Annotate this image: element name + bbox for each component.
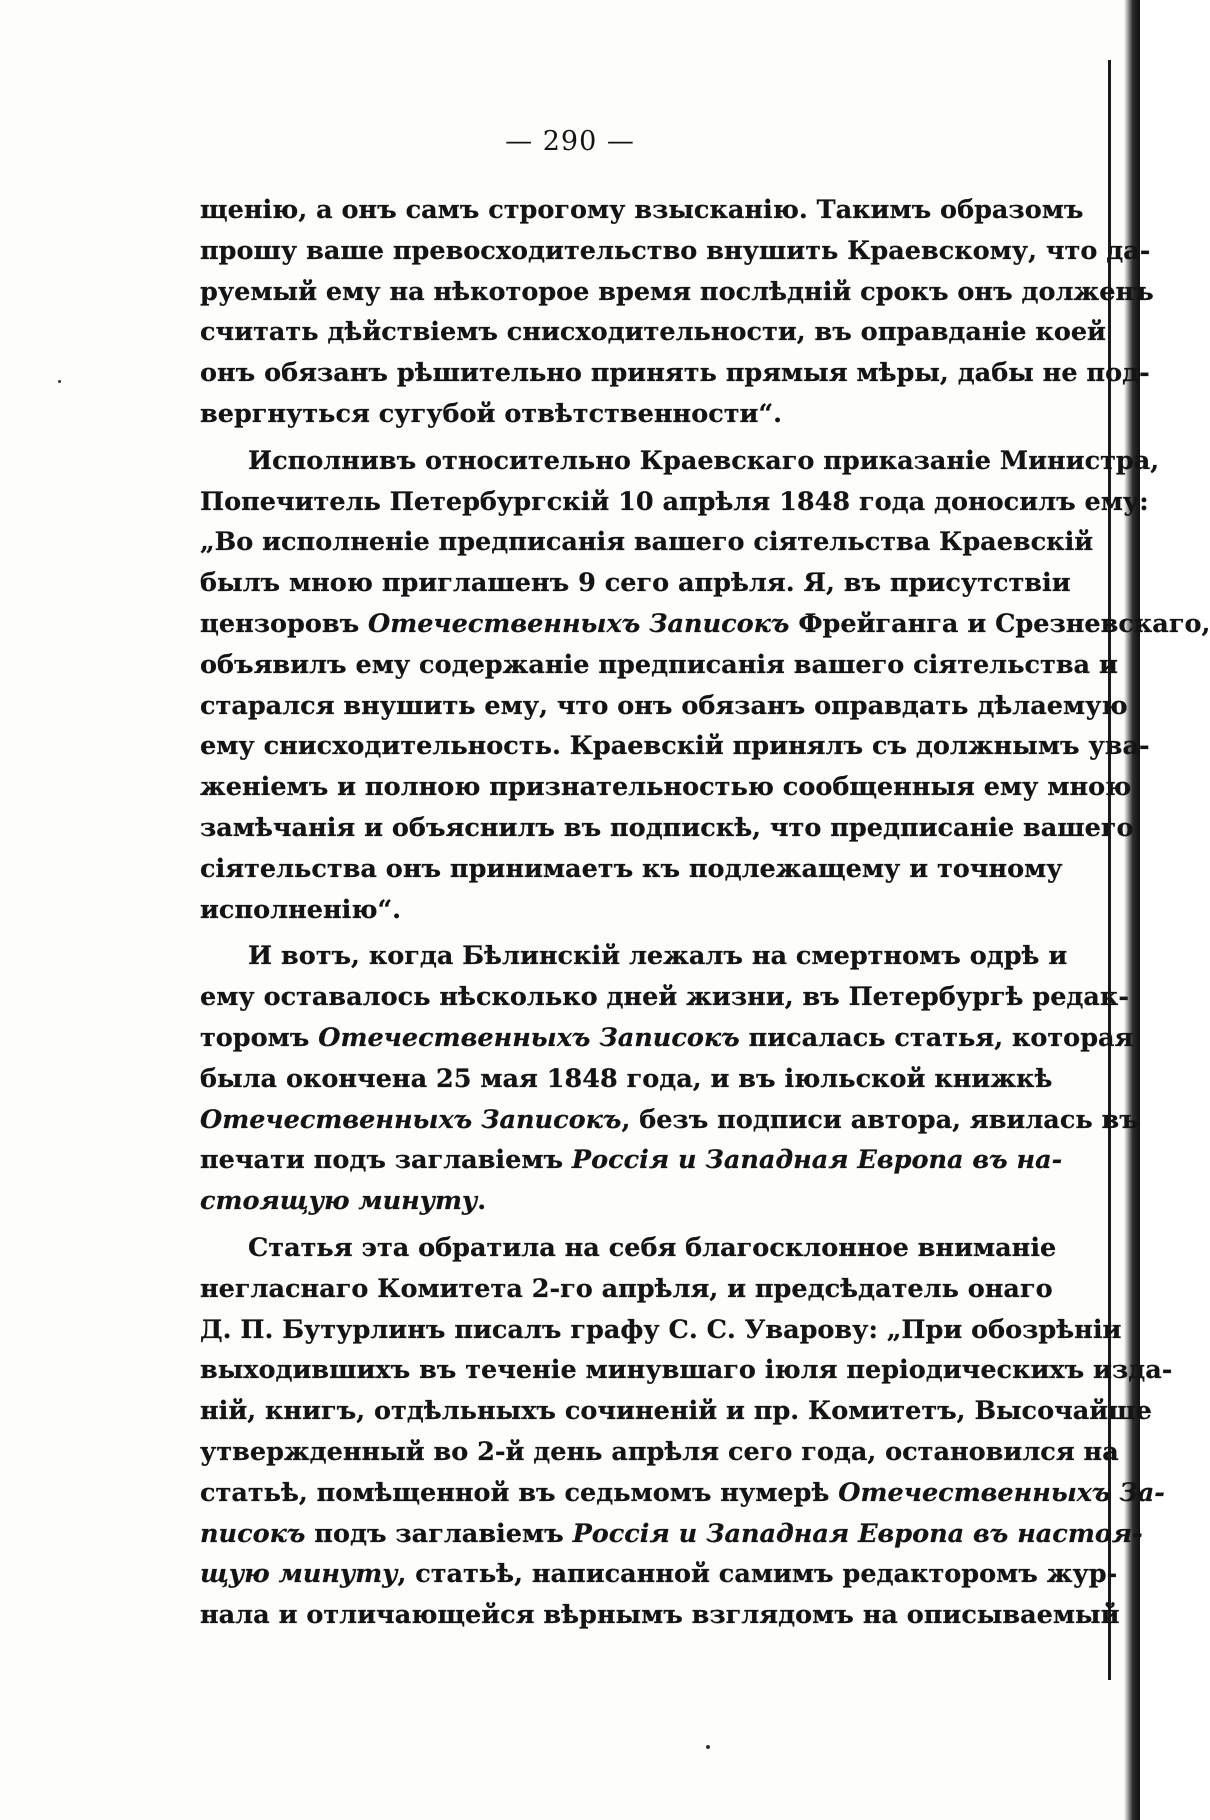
text-run: , безъ подписи автора, явилась въ xyxy=(621,1104,1139,1135)
text-line xyxy=(200,1473,1165,1514)
text-line xyxy=(200,849,1063,890)
text-run: вергнуться сугубой отвѣтственности“. xyxy=(200,398,782,429)
text-line xyxy=(200,353,1150,394)
text-run: . xyxy=(477,1186,487,1217)
paragraph xyxy=(200,190,1154,435)
scan-speck xyxy=(58,380,61,383)
text-line xyxy=(200,1269,1053,1310)
text-line xyxy=(200,1140,1063,1181)
text-run: Статья эта обратила на себя благосклонное вниманіе xyxy=(248,1232,1057,1263)
text-line xyxy=(200,890,1038,931)
text-line xyxy=(200,936,1068,977)
text-line xyxy=(200,1059,1053,1100)
text-line xyxy=(200,1228,1057,1269)
text-run: онъ обязанъ рѣшительно принять прямыя мѣры, дабы не под- xyxy=(200,358,1150,389)
text-run: объявилъ ему содержаніе предписанія вашего сіятельства и xyxy=(200,649,1118,680)
text-run: статьѣ, помѣщенной въ седьмомъ нумерѣ xyxy=(200,1477,839,1508)
italic-title: Россія и Западная Европа въ настоя- xyxy=(572,1518,1143,1549)
text-line xyxy=(200,977,1129,1018)
text-run: сіятельства онъ принимаетъ къ подлежащему и точному xyxy=(200,853,1063,884)
text-line xyxy=(200,1310,1122,1351)
text-run: подъ заглавіемъ xyxy=(305,1518,573,1549)
text-run: старался внушить ему, что онъ обязанъ оправдать дѣлаемую xyxy=(200,690,1128,721)
scan-speck xyxy=(706,1745,710,1749)
text-run: И вотъ, когда Бѣлинскій лежалъ на смертномъ одрѣ и xyxy=(248,941,1068,972)
text-line xyxy=(200,272,1154,313)
body-text xyxy=(200,190,1210,1636)
text-line xyxy=(200,1432,1119,1473)
italic-title: писокъ xyxy=(200,1518,306,1549)
text-line xyxy=(200,1350,1173,1391)
text-run: ему снисходительность. Краевскій принялъ съ должнымъ ува- xyxy=(200,731,1150,762)
text-run: женіемъ и полною признательностью сообщенныя ему мною xyxy=(200,772,1132,803)
text-run: исполненію“. xyxy=(200,894,402,925)
italic-title: щую минуту xyxy=(200,1559,398,1590)
page-number: — 290 — xyxy=(505,126,635,157)
text-run: выходившихъ въ теченіе минувшаго іюля періодическихъ изда- xyxy=(200,1355,1173,1386)
text-line xyxy=(200,190,1084,231)
text-run: утвержденный во 2-й день апрѣля сего года, остановился на xyxy=(200,1436,1119,1467)
text-run: руемый ему на нѣкоторое время послѣдній срокъ онъ долженъ xyxy=(200,276,1154,307)
text-run: негласнаго Комитета 2-го апрѣля, и предсѣдатель онаго xyxy=(200,1273,1053,1304)
text-run: торомъ xyxy=(200,1022,319,1053)
text-run: ній, книгъ, отдѣльныхъ сочиненій и пр. Комитетъ, Высочайше xyxy=(200,1396,1152,1427)
text-line xyxy=(200,604,1210,645)
text-run: печати подъ заглавіемъ xyxy=(200,1145,572,1176)
text-line xyxy=(200,312,1106,353)
text-line xyxy=(200,563,1071,604)
text-line xyxy=(200,726,1150,767)
paragraph xyxy=(200,441,1210,931)
text-line xyxy=(200,767,1132,808)
italic-title: стоящую минуту xyxy=(200,1186,478,1217)
text-run: былъ мною приглашенъ 9 сего апрѣля. Я, въ присутствіи xyxy=(200,568,1071,599)
text-run: считать дѣйствіемъ снисходительности, въ оправданіе коей xyxy=(200,317,1106,348)
text-run: была окончена 25 мая 1848 года, и въ іюльской книжкѣ xyxy=(200,1063,1053,1094)
text-line xyxy=(200,808,1134,849)
text-run: ему оставалось нѣсколько дней жизни, въ Петербургѣ редак- xyxy=(200,982,1129,1013)
text-run: цензоровъ xyxy=(200,608,369,639)
text-run: Д. П. Бутурлинъ писалъ графу С. С. Уварову: „При обозрѣніи xyxy=(200,1314,1122,1345)
text-line xyxy=(200,1595,1120,1636)
italic-title: Россія и Западная Европа въ на- xyxy=(571,1145,1063,1176)
paragraph xyxy=(200,1228,1173,1636)
italic-title: Отечественныхъ Записокъ xyxy=(368,608,790,639)
text-line xyxy=(200,394,1038,435)
text-run: „Во исполненіе предписанія вашего сіятельства Краевскій xyxy=(200,527,1094,558)
text-line xyxy=(200,1018,1134,1059)
paragraph xyxy=(200,936,1139,1222)
text-line xyxy=(200,1181,1038,1222)
text-run: нала и отличающейся вѣрнымъ взглядомъ на описываемый xyxy=(200,1600,1120,1631)
italic-title: Отечественныхъ За- xyxy=(838,1477,1165,1508)
text-line xyxy=(200,441,1160,482)
text-run: замѣчанія и объяснилъ въ подпискѣ, что предписаніе вашего xyxy=(200,812,1134,843)
text-line xyxy=(200,1100,1139,1141)
text-line xyxy=(200,522,1094,563)
text-line xyxy=(200,645,1118,686)
text-run: прошу ваше превосходительство внушить Краевскому, что да- xyxy=(200,235,1151,266)
text-run: Попечитель Петербургскій 10 апрѣля 1848 года доносилъ ему: xyxy=(200,486,1149,517)
text-line xyxy=(200,686,1128,727)
text-line xyxy=(200,231,1151,272)
text-run: писалась статья, которая xyxy=(739,1022,1134,1053)
text-line xyxy=(200,1514,1143,1555)
italic-title: Отечественныхъ Записокъ xyxy=(200,1104,622,1135)
text-line xyxy=(200,1554,1118,1595)
text-run: Фрейганга и Срезневскаго, xyxy=(789,608,1210,639)
text-line xyxy=(200,1391,1152,1432)
text-run: Исполнивъ относительно Краевскаго приказаніе Министра, xyxy=(248,445,1160,476)
text-run: , статьѣ, написанной самимъ редакторомъ жур- xyxy=(397,1559,1118,1590)
italic-title: Отечественныхъ Записокъ xyxy=(318,1022,740,1053)
text-line xyxy=(200,482,1149,523)
text-run: щенію, а онъ самъ строгому взысканію. Такимъ образомъ xyxy=(200,195,1084,225)
